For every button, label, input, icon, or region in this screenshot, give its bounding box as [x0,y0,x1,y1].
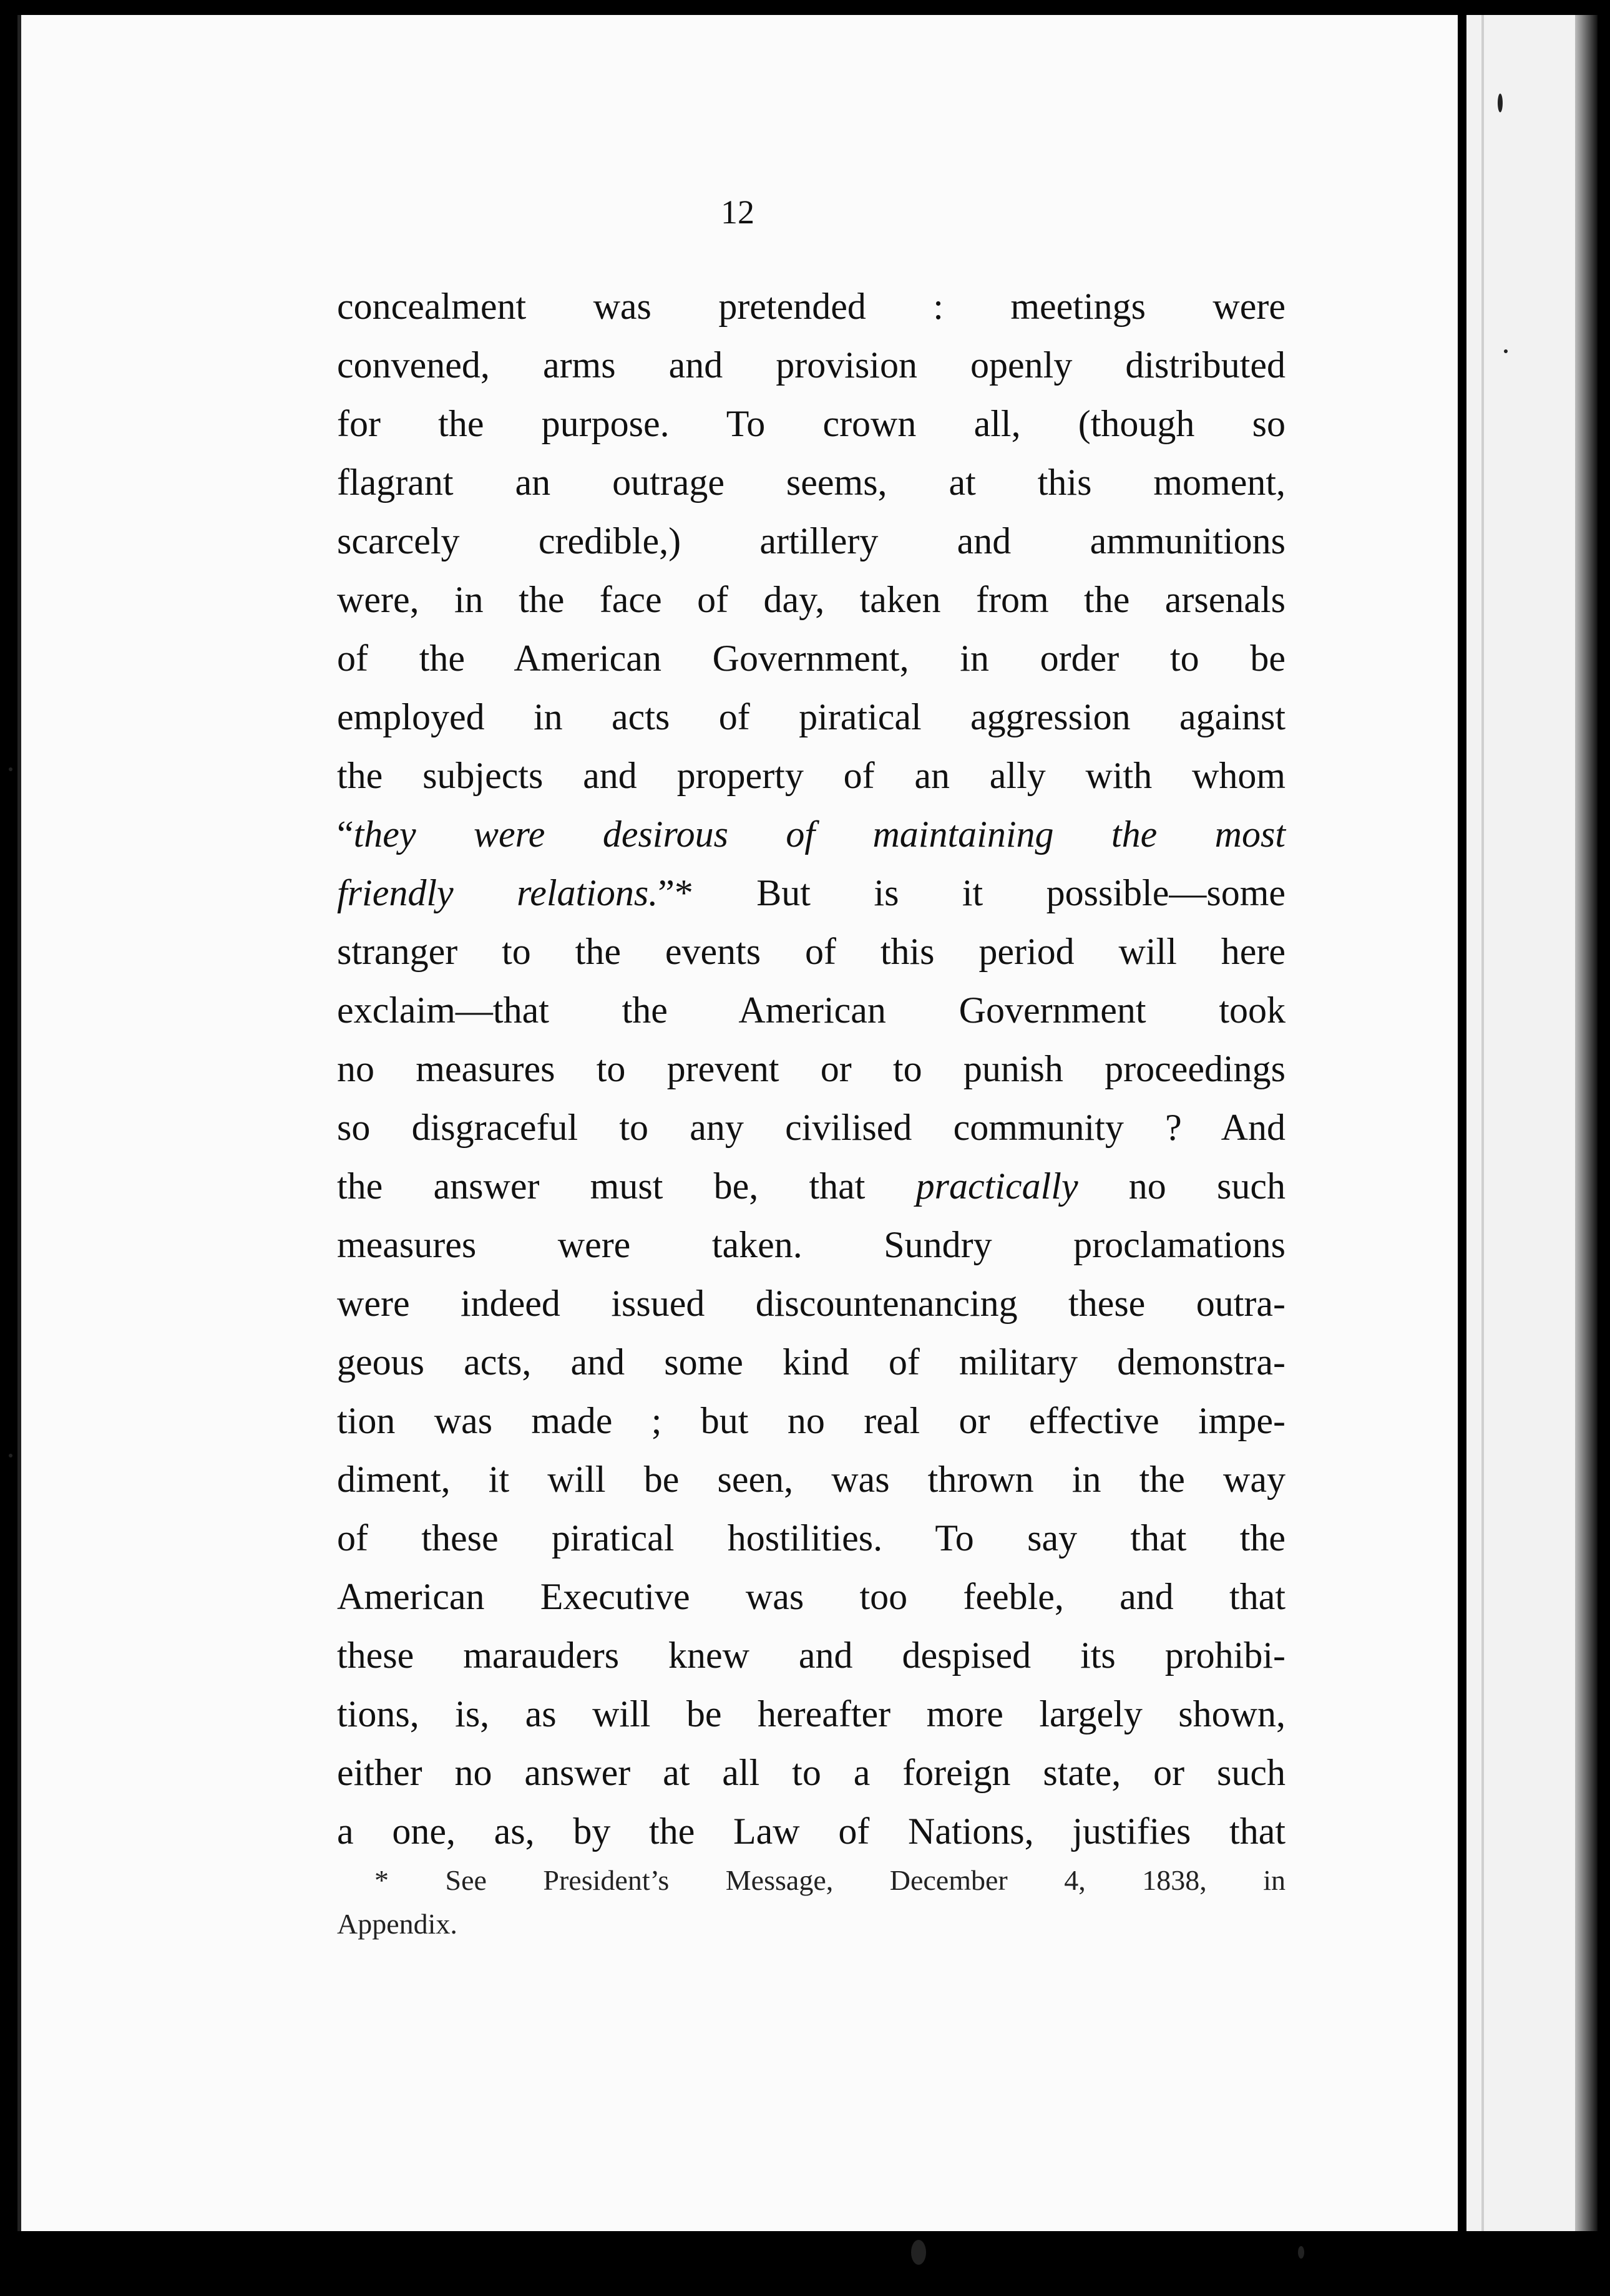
text-line [337,981,1286,1039]
text-line [337,1333,1286,1391]
line-text: were, in the face of day, taken from the arsenals [337,579,1286,620]
line-text: no measures to prevent or to punish proceedings [337,1048,1286,1089]
line-text: were indeed issued discountenancing these outra- [337,1283,1286,1324]
line-text: these marauders knew and despised its prohibi- [337,1635,1286,1676]
next-page-edge [1466,15,1598,2231]
footnote-line: * See President’s Message, December 4, 1838, in [374,1864,1286,1896]
line-text: flagrant an outrage seems, at this moment, [337,462,1286,503]
line-text: American Executive was too feeble, and that [337,1576,1286,1617]
text-line [337,1509,1286,1567]
text-line [337,1039,1286,1098]
italic-text: they were desirous of maintaining the most [353,814,1286,855]
text-line [337,394,1286,453]
text-line [337,746,1286,805]
text-line [337,1391,1286,1450]
footnote [337,1859,1286,1946]
line-text: diment, it will be seen, was thrown in the way [337,1459,1286,1500]
text-line [337,1157,1286,1215]
page-number: 12 [721,193,754,231]
line-text: employed in acts of piratical aggression against [337,696,1286,737]
text-line [337,1274,1286,1333]
line-text: for the purpose. To crown all, (though so [337,403,1286,444]
text-line [337,512,1286,570]
line-text: of the American Government, in order to be [337,638,1286,679]
text-line [337,277,1286,336]
text-line [337,1450,1286,1509]
line-text: stranger to the events of this period will here [337,931,1286,972]
text-line [337,1626,1286,1685]
text-line [337,688,1286,746]
line-text: “ [337,814,354,855]
line-text: convened, arms and provision openly distributed [337,344,1286,386]
footnote-line: Appendix. [337,1908,457,1940]
line-text: tions, is, as will be hereafter more largely shown, [337,1693,1286,1734]
text-line [337,336,1286,394]
page-edge [17,15,21,2231]
text-line [337,570,1286,629]
text-line [337,1802,1286,1861]
text-line [337,1567,1286,1626]
line-text: tion was made ; but no real or effective impe- [337,1400,1286,1441]
line-text: geous acts, and some kind of military demonstra- [337,1341,1286,1383]
line-text: ”* But is it possible—some [658,872,1286,913]
line-text: of these piratical hostilities. To say that the [337,1517,1286,1559]
text-line [337,805,1286,863]
line-text: scarcely credible,) artillery and ammunitions [337,520,1286,562]
italic-text: practically [915,1165,1078,1207]
text-line [337,922,1286,981]
text-line [337,1743,1286,1802]
line-text: either no answer at all to a foreign state, or such [337,1752,1286,1793]
text-line [337,1685,1286,1743]
italic-text: friendly relations. [337,872,658,913]
book-page [17,15,1458,2231]
line-text: the subjects and property of an ally with whom [337,755,1286,796]
line-text: concealment was pretended : meetings were [337,286,1286,327]
text-line [337,1098,1286,1157]
page-shadow [1575,15,1598,2231]
text-line [337,629,1286,688]
line-text: exclaim—that the American Government took [337,990,1286,1031]
text-line [337,863,1286,922]
line-text: measures were taken. Sundry proclamations [337,1224,1286,1265]
text-line [337,1215,1286,1274]
line-text: the answer must be, that [337,1165,916,1207]
line-text: so disgraceful to any civilised community ? And [337,1107,1286,1148]
line-text: a one, as, by the Law of Nations, justifies that [337,1811,1286,1852]
body-text [337,277,1286,1861]
page-fold-line [1481,15,1484,2231]
text-line [337,453,1286,512]
line-text: no such [1078,1165,1286,1207]
